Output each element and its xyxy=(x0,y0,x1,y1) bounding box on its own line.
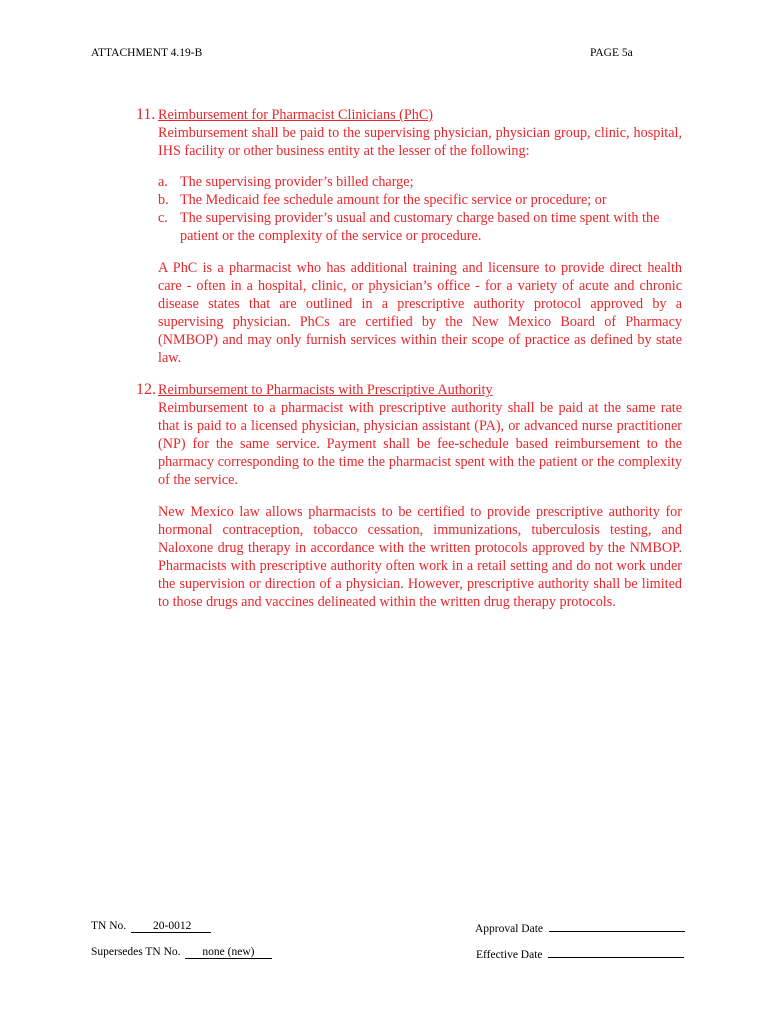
list-item-text: The supervising provider’s billed charge; xyxy=(180,174,414,190)
tn-value: 20-0012 xyxy=(131,920,211,933)
supersedes-label: Supersedes TN No. xyxy=(91,946,181,958)
list-item xyxy=(158,191,682,209)
list-item-text: The supervising provider’s usual and customary charge based on time spent with the patient or the complexity of the service or procedure. xyxy=(180,210,660,244)
list-item xyxy=(158,173,682,191)
effective-date-line[interactable] xyxy=(548,946,684,958)
attachment-header: ATTACHMENT 4.19-B xyxy=(91,47,203,59)
approval-date-line[interactable] xyxy=(549,920,685,932)
list-marker: b. xyxy=(158,192,169,208)
approval-date-label: Approval Date xyxy=(475,923,544,935)
tn-label: TN No. xyxy=(91,920,127,932)
reimbursement-options-list xyxy=(158,173,682,245)
list-marker: a. xyxy=(158,174,168,190)
list-item-text: The Medicaid fee schedule amount for the specific service or procedure; or xyxy=(180,192,607,208)
section-number: 11. xyxy=(136,106,156,123)
section-11 xyxy=(136,106,682,367)
page-number: PAGE 5a xyxy=(590,47,633,59)
effective-date-field xyxy=(476,946,684,961)
document-body xyxy=(136,106,682,611)
section-paragraph: New Mexico law allows pharmacists to be certified to provide prescriptive authority for hormonal contraception, tobacco cessation, immunizations, tuberculosis testing, and Naloxone drug therapy in accordance with the written protocols approved by the NMBOP. Pharmacists with prescriptive authority often work in a retail setting and do not work under the supervision or direction of a physician. However, prescriptive authority shall be limited to those drugs and vaccines delineated within the written drug therapy protocols. xyxy=(158,504,682,610)
supersedes-field xyxy=(91,946,272,959)
section-title: Reimbursement to Pharmacists with Prescriptive Authority xyxy=(158,382,493,398)
list-marker: c. xyxy=(158,210,168,226)
effective-date-label: Effective Date xyxy=(476,949,543,961)
supersedes-value: none (new) xyxy=(185,946,272,959)
section-number: 12. xyxy=(136,381,156,398)
section-12 xyxy=(136,381,682,611)
section-intro: Reimbursement shall be paid to the supervising physician, physician group, clinic, hospital, IHS facility or other business entity at the lesser of the following: xyxy=(158,125,682,159)
approval-date-field xyxy=(475,920,685,935)
section-title: Reimbursement for Pharmacist Clinicians (PhC) xyxy=(158,107,434,123)
section-intro: Reimbursement to a pharmacist with prescriptive authority shall be paid at the same rate that is paid to a licensed physician, physician assistant (PA), or advanced nurse practitioner (NP) for the same service. Payment shall be fee-schedule based reimbursement to the pharmacy corresponding to the time the pharmacist spent with the patient or the complexity of the service. xyxy=(158,400,682,488)
tn-number-field xyxy=(91,920,211,933)
list-item xyxy=(158,209,682,245)
section-paragraph: A PhC is a pharmacist who has additional training and licensure to provide direct health care - often in a hospital, clinic, or physician’s office - for a variety of acute and chronic disease states that are outlined in a prescriptive authority protocol approved by a supervising physician. PhCs are certified by the New Mexico Board of Pharmacy (NMBOP) and may only furnish services within their scope of practice as defined by state law. xyxy=(158,260,682,366)
